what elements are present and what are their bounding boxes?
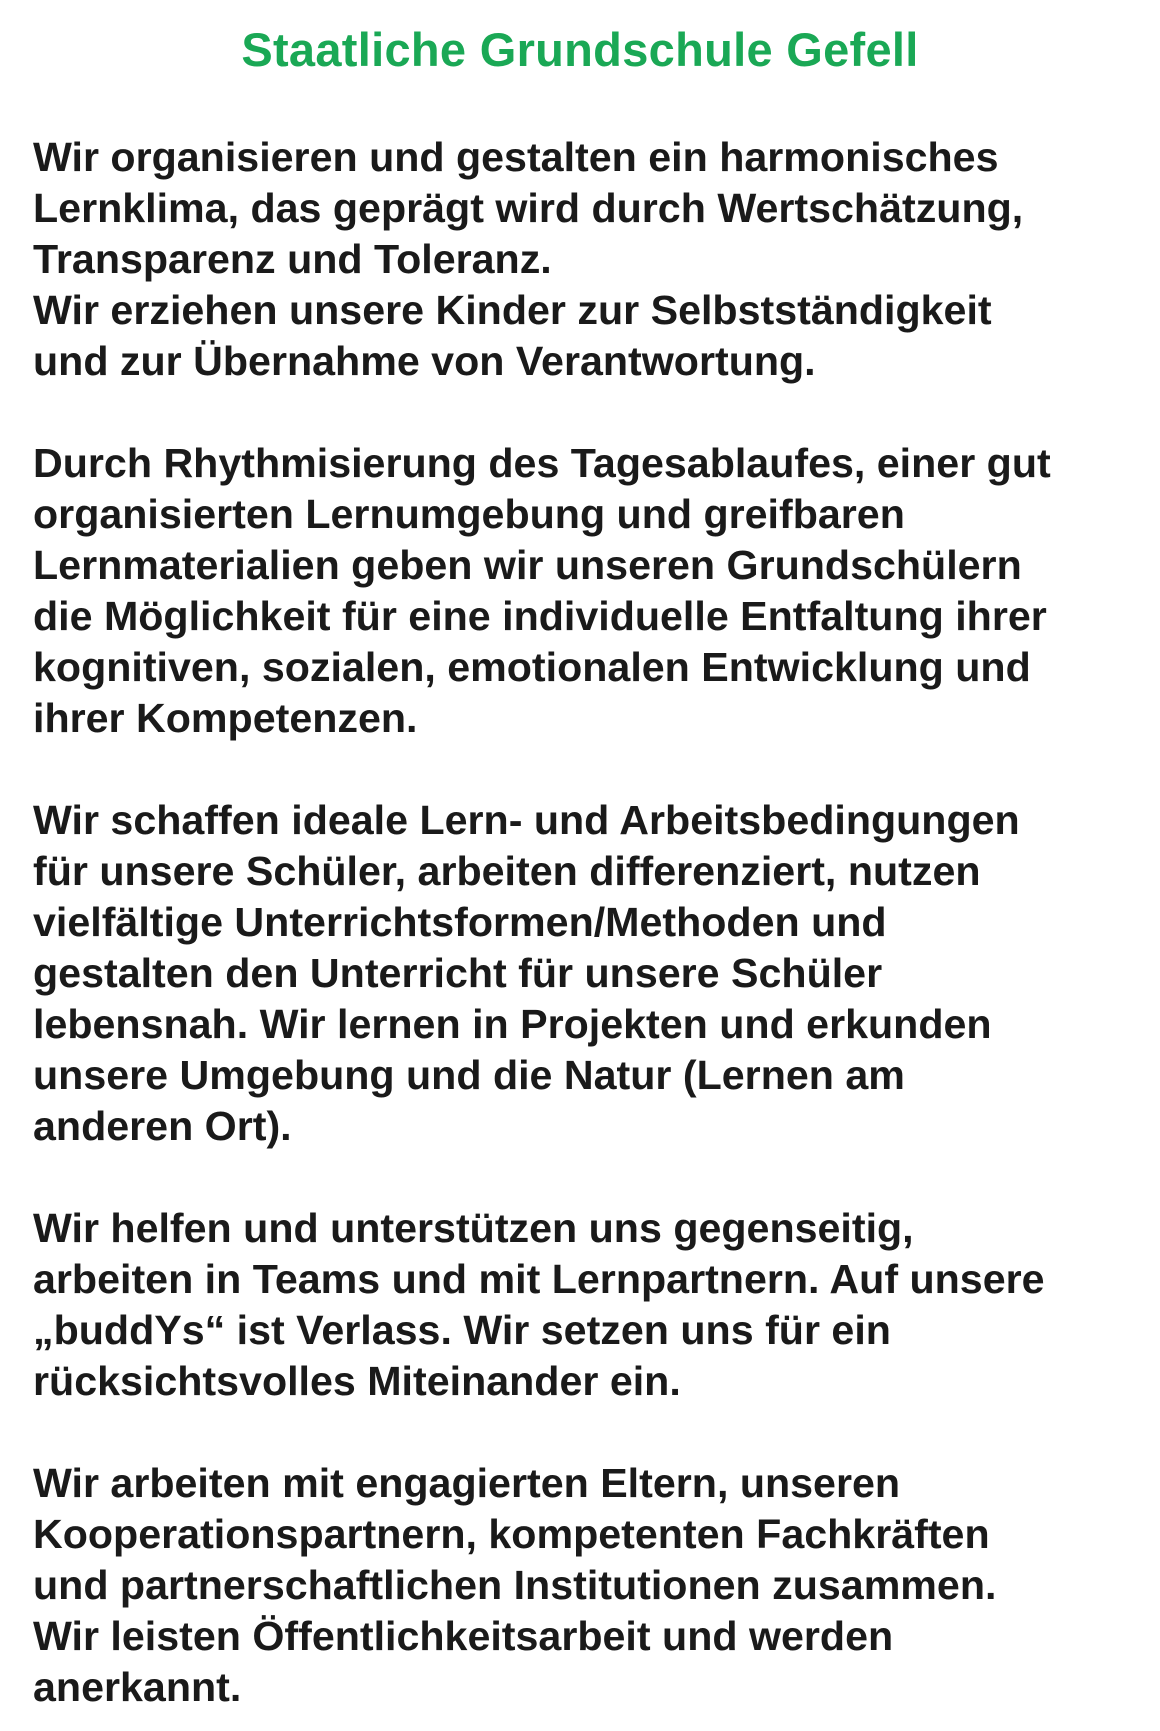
text-line: Wir helfen und unterstützen uns gegenseitig, [33, 1205, 914, 1251]
text-line: Transparenz und Toleranz. [33, 236, 552, 282]
text-line: arbeiten in Teams und mit Lernpartnern. Auf unsere [33, 1256, 1045, 1302]
text-line: Durch Rhythmisierung des Tagesablaufes, einer gut [33, 440, 1051, 486]
text-line: organisierten Lernumgebung und greifbaren [33, 491, 905, 537]
text-line: für unsere Schüler, arbeiten differenziert, nutzen [33, 848, 981, 894]
text-line: ihrer Kompetenzen. [33, 695, 418, 741]
paragraph-3 [33, 795, 1143, 1152]
text-line: Wir arbeiten mit engagierten Eltern, unseren [33, 1460, 901, 1506]
text-line: Wir schaffen ideale Lern- und Arbeitsbedingungen [33, 797, 1020, 843]
paragraph-1 [33, 132, 1143, 387]
text-line: Wir leisten Öffentlichkeitsarbeit und werden [33, 1613, 894, 1659]
text-line: Kooperationspartnern, kompetenten Fachkräften [33, 1511, 990, 1557]
text-line: Wir organisieren und gestalten ein harmonisches [33, 134, 999, 180]
paragraph-4 [33, 1203, 1143, 1407]
text-line: gestalten den Unterricht für unsere Schüler [33, 950, 883, 996]
text-line: anerkannt. [33, 1664, 242, 1710]
paragraph-5 [33, 1458, 1143, 1713]
page-title: Staatliche Grundschule Gefell [241, 23, 919, 76]
text-line: rücksichtsvolles Miteinander ein. [33, 1358, 681, 1404]
text-line: anderen Ort). [33, 1103, 292, 1149]
text-line: unsere Umgebung und die Natur (Lernen am [33, 1052, 905, 1098]
paragraph-2 [33, 438, 1143, 744]
document-body [33, 132, 1143, 1713]
text-line: „buddYs“ ist Verlass. Wir setzen uns für ein [33, 1307, 891, 1353]
text-line: vielfältige Unterrichtsformen/Methoden und [33, 899, 887, 945]
text-line: und zur Übernahme von Verantwortung. [33, 338, 816, 384]
text-line: Lernmaterialien geben wir unseren Grundschülern [33, 542, 1022, 588]
text-line: Lernklima, das geprägt wird durch Wertschätzung, [33, 185, 1024, 231]
text-line: kognitiven, sozialen, emotionalen Entwicklung und [33, 644, 1031, 690]
text-line: die Möglichkeit für eine individuelle Entfaltung ihrer [33, 593, 1047, 639]
text-line: Wir erziehen unsere Kinder zur Selbstständigkeit [33, 287, 992, 333]
text-line: lebensnah. Wir lernen in Projekten und erkunden [33, 1001, 992, 1047]
text-line: und partnerschaftlichen Institutionen zusammen. [33, 1562, 997, 1608]
